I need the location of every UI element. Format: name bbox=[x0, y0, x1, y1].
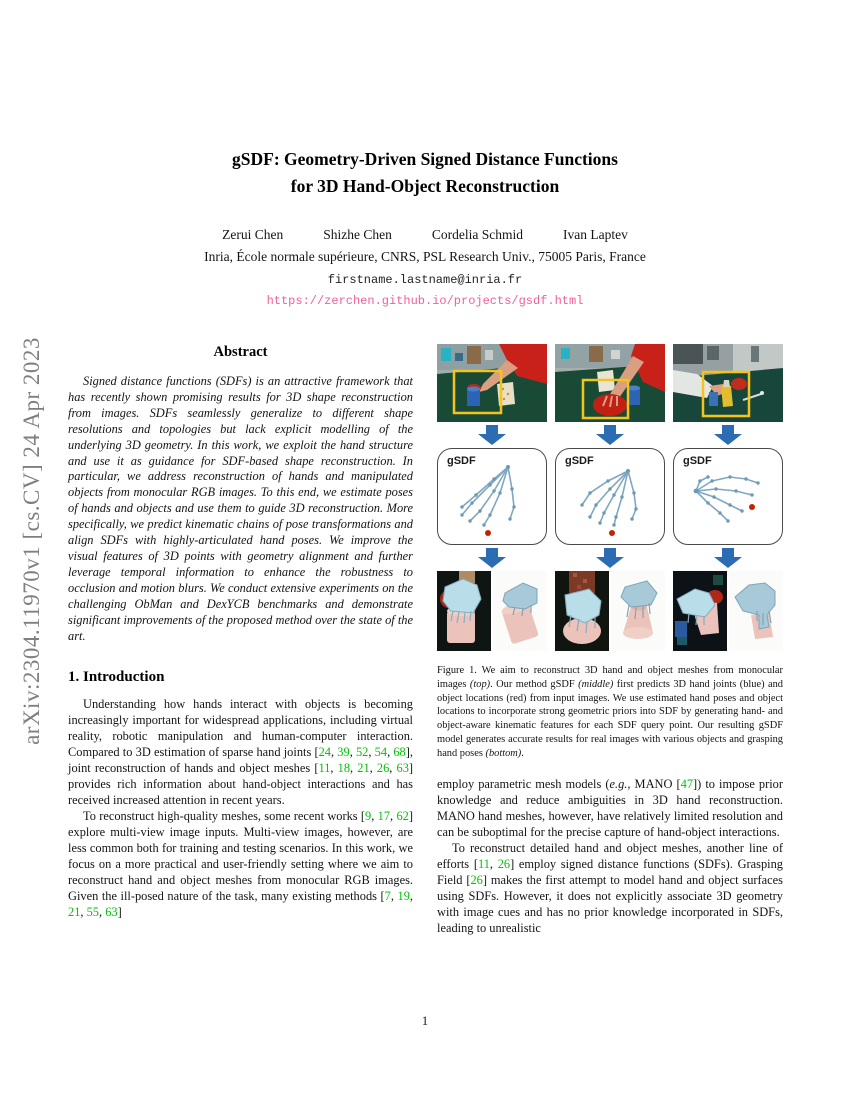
text-segment: (bottom) bbox=[485, 747, 522, 759]
text-segment: , bbox=[390, 809, 397, 824]
text-segment: e.g. bbox=[609, 776, 628, 791]
title-line-2: for 3D Hand-Object Reconstruction bbox=[290, 176, 560, 196]
citation-link[interactable]: 52 bbox=[355, 745, 369, 760]
citation-link[interactable]: 18 bbox=[337, 761, 351, 776]
right-paragraph-2 bbox=[437, 840, 783, 936]
object-location-dot bbox=[609, 530, 615, 536]
citation-link[interactable]: 55 bbox=[86, 905, 99, 920]
gsdf-label: gSDF bbox=[683, 455, 712, 467]
mesh-render-image bbox=[493, 571, 547, 651]
citation-link[interactable]: 21 bbox=[357, 761, 370, 776]
project-url-line bbox=[0, 294, 850, 308]
figure-column-1 bbox=[437, 344, 547, 651]
text-segment: ] makes the first attempt to model hand and object surfaces using SDFs. However, it does not explicitly associate 3D geometry with image cues and has no prior knowledge incorporated in SDFs, leading to unrealistic bbox=[437, 872, 783, 935]
text-segment: , bbox=[387, 745, 394, 760]
intro-paragraph-2 bbox=[68, 808, 413, 920]
down-arrow-icon bbox=[595, 548, 625, 568]
input-photo-3 bbox=[673, 344, 783, 422]
result-pair-3 bbox=[673, 571, 783, 651]
citation-link[interactable]: 54 bbox=[374, 745, 388, 760]
abstract-heading: Abstract bbox=[213, 344, 268, 360]
citation-link[interactable]: 11 bbox=[318, 761, 331, 776]
text-segment: , bbox=[350, 761, 358, 776]
author-list bbox=[0, 227, 850, 243]
text-segment: , bbox=[489, 856, 498, 871]
mesh-overlay-image bbox=[555, 571, 609, 651]
abstract-text: Signed distance functions (SDFs) is an attractive framework that has recently shown promising results for 3D shape reconstruction from images. SDFs seamlessly generalize to different shape resolutions and topologies but lack explicit modelling of the underlying 3D geometry. In this work, we exploit the hand structure and use it as guidance for SDF-based shape reconstruction. In particular, we address reconstruction of hands and manipulated objects from monocular RGB images. To this end, we estimate poses of hands and objects and use them to guide 3D reconstruction. More specifically, we predict kinematic chains of pose transformations and align SDFs with highly-articulated hand poses. We improve the visual features of 3D points with geometry alignment and further leverage temporal information to enhance the robustness to occlusion and motion blurs. We conduct extensive experiments on the challenging ObMan and DexYCB benchmarks and demonstrate significant improvements of the proposed method over the state of the art. bbox=[68, 374, 413, 643]
figure-column-2 bbox=[555, 344, 665, 651]
text-segment: ] provides rich information about hand-object interactions and has received increased attention in recent years. bbox=[68, 761, 414, 808]
text-segment: (top) bbox=[469, 678, 491, 690]
text-segment: , bbox=[331, 745, 338, 760]
text-segment: ] bbox=[117, 905, 122, 920]
down-arrow-icon bbox=[713, 425, 743, 445]
text-segment: To reconstruct detailed hand and object meshes, another line of efforts [ bbox=[437, 840, 783, 871]
text-segment: To reconstruct high-quality meshes, some recent works [ bbox=[83, 809, 366, 824]
citation-link[interactable]: 39 bbox=[337, 745, 350, 760]
text-segment: ], joint reconstruction of hands and object meshes [ bbox=[68, 745, 413, 776]
citation-link[interactable]: 26 bbox=[497, 856, 511, 871]
page-title bbox=[0, 146, 850, 200]
project-url-link[interactable]: https://zerchen.github.io/projects/gsdf.html bbox=[266, 294, 584, 308]
text-segment: , MANO [ bbox=[627, 776, 681, 791]
result-pair-1 bbox=[437, 571, 547, 651]
text-segment: Understanding how hands interact with objects is becoming increasingly important for widespread applications, including virtual reality, robotic manipulation and human-computer interaction. Compared to 3D estimation of sparse hand joints [ bbox=[68, 697, 413, 760]
mesh-overlay-image bbox=[437, 571, 491, 651]
down-arrow-icon bbox=[595, 425, 625, 445]
affiliation: Inria, École normale supérieure, CNRS, PSL Research Univ., 75005 Paris, France bbox=[204, 249, 646, 264]
right-paragraph-1 bbox=[437, 776, 783, 840]
right-column bbox=[437, 344, 783, 936]
citation-link[interactable]: 26 bbox=[376, 761, 390, 776]
text-segment: , bbox=[390, 889, 398, 904]
text-segment: first predicts 3D hand joints (blue) and object locations (red) from input images. We use estimated hand poses and object locations to incorporate strong geometric priors into SDF by generating hand- and object-aware kinematic features for each SDF query point. Our resulting gSDF model generates accurate results for real images with various objects and grasping hand poses bbox=[437, 678, 784, 759]
citation-link[interactable]: 26 bbox=[470, 872, 483, 887]
left-column bbox=[68, 344, 413, 920]
paper-header bbox=[0, 146, 850, 308]
citation-link[interactable]: 63 bbox=[396, 761, 409, 776]
text-segment: , bbox=[389, 761, 397, 776]
citation-link[interactable]: 7 bbox=[384, 889, 391, 904]
figure-column-3 bbox=[673, 344, 783, 651]
author-name: Cordelia Schmid bbox=[431, 227, 523, 242]
text-segment: employ parametric mesh models ( bbox=[437, 776, 610, 791]
citation-link[interactable]: 68 bbox=[393, 745, 406, 760]
result-pair-2 bbox=[555, 571, 665, 651]
text-segment: , bbox=[369, 761, 377, 776]
gsdf-box-3 bbox=[673, 448, 783, 545]
citation-link[interactable]: 24 bbox=[318, 745, 331, 760]
title-line-1: gSDF: Geometry-Driven Signed Distance Functions bbox=[232, 149, 618, 169]
input-photo-2 bbox=[555, 344, 665, 422]
section-heading-introduction: 1. Introduction bbox=[68, 669, 165, 686]
object-location-dot bbox=[749, 504, 755, 510]
text-segment: ] explore multi-view image inputs. Multi-view images, however, are less common both for training and testing scenarios. In this work, we focus on a more practical and user-friendly setting where we aim to reconstruct hand and object meshes from monocular RGB images. Given the ill-posed nature of the task, many existing methods [ bbox=[68, 809, 413, 904]
citation-link[interactable]: 17 bbox=[377, 809, 391, 824]
citation-link[interactable]: 19 bbox=[397, 889, 410, 904]
gsdf-label: gSDF bbox=[447, 455, 476, 467]
gsdf-label: gSDF bbox=[565, 455, 594, 467]
text-segment: Figure 1. We aim to reconstruct 3D hand and object meshes from monocular images bbox=[437, 665, 783, 690]
text-segment: (middle) bbox=[578, 678, 614, 690]
text-segment: , bbox=[368, 745, 375, 760]
text-segment: , bbox=[80, 905, 87, 920]
citation-link[interactable]: 9 bbox=[365, 809, 372, 824]
input-photo-1 bbox=[437, 344, 547, 422]
text-segment: , bbox=[409, 889, 413, 904]
text-segment: , bbox=[98, 905, 106, 920]
citation-link[interactable]: 11 bbox=[477, 856, 490, 871]
down-arrow-icon bbox=[477, 548, 507, 568]
mesh-render-image bbox=[729, 571, 783, 651]
text-segment: . Our method gSDF bbox=[490, 678, 579, 690]
page-number: 1 bbox=[421, 1014, 429, 1028]
citation-link[interactable]: 21 bbox=[68, 905, 81, 920]
figure-1 bbox=[437, 344, 783, 651]
intro-paragraph-1 bbox=[68, 696, 413, 808]
author-name: Zerui Chen bbox=[222, 227, 284, 242]
text-segment: ] employ signed distance functions (SDFs). Grasping Field [ bbox=[437, 856, 784, 887]
contact-email: firstname.lastname@inria.fr bbox=[327, 273, 523, 287]
mesh-overlay-image bbox=[673, 571, 727, 651]
figure-1-caption bbox=[437, 664, 783, 761]
text-segment: , bbox=[371, 809, 378, 824]
gsdf-box-2 bbox=[555, 448, 665, 545]
gsdf-box-1 bbox=[437, 448, 547, 545]
text-segment: , bbox=[349, 745, 356, 760]
text-segment: . bbox=[521, 747, 524, 759]
citation-link[interactable]: 47 bbox=[680, 776, 694, 791]
arxiv-banner: arXiv:2304.11970v1 [cs.CV] 24 Apr 2023 bbox=[19, 337, 44, 745]
citation-link[interactable]: 63 bbox=[105, 905, 118, 920]
citation-link[interactable]: 62 bbox=[396, 809, 409, 824]
object-location-dot bbox=[485, 530, 491, 536]
down-arrow-icon bbox=[477, 425, 507, 445]
mesh-render-image bbox=[611, 571, 665, 651]
text-segment: , bbox=[330, 761, 338, 776]
down-arrow-icon bbox=[713, 548, 743, 568]
author-name: Shizhe Chen bbox=[323, 227, 392, 242]
author-name: Ivan Laptev bbox=[563, 227, 628, 242]
text-segment: ]) to impose prior knowledge and reduce ambiguities in 3D hand reconstruction. MANO hand meshes, however, have relatively limited resolution and can be suboptimal for the precise capture of hand-object interactions. bbox=[437, 776, 783, 839]
